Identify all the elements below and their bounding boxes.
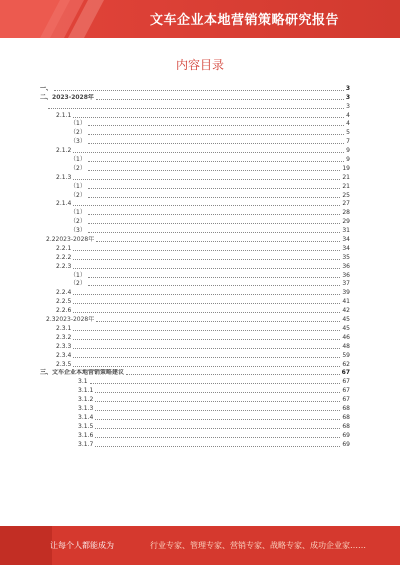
toc-leader-dots: [88, 188, 341, 189]
toc-leader-dots: [96, 241, 340, 242]
toc-leader-dots: [96, 321, 340, 322]
toc-leader-dots: [73, 294, 340, 295]
toc-leader-dots: [88, 223, 341, 224]
toc-title: 内容目录: [175, 58, 224, 72]
toc-entry-number: 3.1.2: [78, 396, 94, 404]
toc-entry-page: 7: [346, 138, 350, 146]
toc-entry-page: 5: [346, 129, 350, 137]
toc-leader-dots: [48, 108, 344, 109]
toc-entry-page: 4: [346, 120, 350, 128]
toc-entry-number: 3.1.5: [78, 422, 94, 430]
toc-entry[interactable]: [40, 200, 350, 209]
toc-entry-number: （2）: [70, 280, 86, 288]
toc-leader-dots: [73, 312, 340, 313]
toc-leader-dots: [126, 374, 340, 375]
toc-entry-number: （1）: [70, 209, 86, 217]
toc-entry-page: 67: [342, 396, 350, 404]
toc-entry-page: 31: [342, 227, 350, 235]
toc-leader-dots: [73, 348, 340, 349]
toc-leader-dots: [73, 330, 340, 331]
toc-entry-number: （3）: [70, 138, 86, 146]
toc-entry[interactable]: [40, 422, 350, 431]
toc-entry[interactable]: [40, 208, 350, 217]
report-header: [0, 0, 400, 38]
toc-leader-dots: [73, 268, 340, 269]
toc-leader-dots: [88, 143, 344, 144]
toc-entry-page: 67: [341, 369, 350, 377]
toc-entry-page: 25: [342, 191, 350, 199]
toc-entry-page: 62: [342, 360, 350, 368]
toc-entry-number: 三、: [40, 369, 53, 377]
toc-entry[interactable]: [40, 155, 350, 164]
toc-entry-number: 2.3.1: [56, 324, 72, 332]
toc-entry-number: 二、: [40, 93, 53, 101]
toc-entry[interactable]: [40, 369, 350, 378]
toc-entry-number: （1）: [70, 120, 86, 128]
toc-leader-dots: [73, 366, 340, 367]
toc-leader-dots: [73, 117, 344, 118]
toc-entry[interactable]: [40, 235, 350, 244]
toc-entry-page: 67: [342, 378, 350, 386]
toc-entry-page: 69: [342, 431, 350, 439]
toc-entry[interactable]: [40, 137, 350, 146]
footer-slogan: 让每个人都能成为: [50, 541, 114, 550]
toc-entry[interactable]: [40, 324, 350, 333]
toc-entry[interactable]: [40, 440, 350, 449]
toc-leader-dots: [73, 250, 340, 251]
toc-entry[interactable]: [40, 262, 350, 271]
toc-entry-page: 19: [342, 164, 350, 172]
toc-entry[interactable]: [40, 342, 350, 351]
toc-entry[interactable]: [40, 280, 350, 289]
toc-leader-dots: [95, 410, 340, 411]
toc-entry-number: 2.2.3: [56, 262, 72, 270]
toc-entry[interactable]: [40, 191, 350, 200]
toc-entry-page: 36: [342, 262, 350, 270]
toc-leader-dots: [88, 125, 344, 126]
toc-entry[interactable]: [40, 217, 350, 226]
toc-entry[interactable]: [40, 386, 350, 395]
toc-entry[interactable]: [40, 413, 350, 422]
toc-entry-number: 3.1.4: [78, 413, 94, 421]
toc-entry-page: 67: [342, 387, 350, 395]
toc-entry-page: 29: [342, 218, 350, 226]
toc-entry[interactable]: [40, 226, 350, 235]
toc-entry-page: 9: [346, 156, 350, 164]
toc-entry-number: 3.1.1: [78, 387, 94, 395]
toc-entry[interactable]: [40, 315, 350, 324]
toc-leader-dots: [88, 214, 341, 215]
toc-entry-page: 9: [346, 147, 350, 155]
toc-entry-number: 2.3: [46, 316, 56, 324]
toc-leader-dots: [88, 232, 341, 233]
toc-entry-number: 3.1.6: [78, 431, 94, 439]
toc-entry-page: 42: [342, 307, 350, 315]
toc-entry-page: 39: [342, 289, 350, 297]
toc-entry-page: 3: [345, 84, 350, 92]
toc-leader-dots: [90, 383, 341, 384]
toc-leader-dots: [95, 401, 340, 402]
toc-entry[interactable]: [40, 360, 350, 369]
toc-entry-page: 34: [342, 236, 350, 244]
toc-entry[interactable]: [40, 128, 350, 137]
toc-entry-page: 41: [342, 298, 350, 306]
toc-entry-page: 35: [342, 253, 350, 261]
toc-entry-number: 2.1.2: [56, 147, 72, 155]
toc-entry[interactable]: [40, 244, 350, 253]
toc-entry[interactable]: [40, 182, 350, 191]
toc-entry-page: 37: [342, 280, 350, 288]
toc-leader-dots: [73, 205, 340, 206]
toc-entry[interactable]: [40, 431, 350, 440]
toc-leader-dots: [73, 259, 340, 260]
toc-entry-title: 2023-2028年: [55, 236, 95, 244]
toc-entry-number: 2.3.3: [56, 342, 72, 350]
toc-entry[interactable]: [40, 93, 350, 102]
header-decoration-icon: [0, 0, 118, 38]
toc-entry-page: 69: [342, 440, 350, 448]
toc-entry[interactable]: [40, 253, 350, 262]
toc-entry-number: 2.3.2: [56, 333, 72, 341]
toc-leader-dots: [95, 392, 340, 393]
toc-entry[interactable]: [40, 395, 350, 404]
toc-entry[interactable]: [40, 377, 350, 386]
toc-leader-dots: [54, 90, 344, 91]
toc-entry-page: 34: [342, 244, 350, 252]
toc-entry-title: 文车企业本地营销策略建议: [52, 369, 125, 377]
toc-leader-dots: [88, 161, 344, 162]
toc-entry-number: 3.1: [78, 378, 88, 386]
toc-leader-dots: [73, 357, 340, 358]
toc-entry-page: 68: [342, 404, 350, 412]
toc-entry-page: 21: [342, 173, 350, 181]
toc-entry-page: 4: [346, 111, 350, 119]
toc-entry-number: 2.2.4: [56, 289, 72, 297]
toc-entry-page: 3: [346, 102, 350, 110]
toc-entry[interactable]: [40, 297, 350, 306]
toc-entry-number: （1）: [70, 182, 86, 190]
toc-leader-dots: [73, 303, 340, 304]
toc-entry[interactable]: [40, 164, 350, 173]
toc-entry-number: 2.1.4: [56, 200, 72, 208]
toc-leader-dots: [73, 179, 340, 180]
toc-entry-number: 2.2.6: [56, 307, 72, 315]
toc-entry-page: 3: [345, 93, 350, 101]
toc-entry-number: （1）: [70, 156, 86, 164]
toc-entry-number: （3）: [70, 227, 86, 235]
toc-entry-number: 3.1.3: [78, 404, 94, 412]
toc-leader-dots: [95, 446, 340, 447]
toc-entry-page: 68: [342, 422, 350, 430]
toc-entry-number: 一、: [40, 84, 53, 92]
toc-entry-number: 2.2.1: [56, 244, 72, 252]
toc-entry[interactable]: [40, 173, 350, 182]
toc-leader-dots: [88, 197, 341, 198]
toc-leader-dots: [88, 170, 341, 171]
report-footer: [0, 526, 400, 565]
toc-leader-dots: [95, 428, 340, 429]
toc-entry-number: 2.2.2: [56, 253, 72, 261]
toc-entry-page: 28: [342, 209, 350, 217]
toc-entry[interactable]: [40, 271, 350, 280]
toc-entry-page: 46: [342, 333, 350, 341]
toc-entry-number: 2.3.5: [56, 360, 72, 368]
toc-leader-dots: [73, 152, 344, 153]
toc-entry-page: 45: [342, 316, 350, 324]
toc-entry-page: 45: [342, 324, 350, 332]
toc-entry[interactable]: [40, 146, 350, 155]
footer-decoration: [0, 526, 52, 565]
toc-entry[interactable]: [40, 111, 350, 120]
toc-entry-number: 3.1.7: [78, 440, 94, 448]
toc-entry-number: （1）: [70, 271, 86, 279]
toc-entry-title: 2023-2028年: [52, 93, 94, 101]
toc-entry-number: 2.2: [46, 236, 56, 244]
toc-entry[interactable]: [40, 306, 350, 315]
table-of-contents: [40, 84, 350, 449]
toc-entry[interactable]: [40, 84, 350, 93]
toc-entry-page: 27: [342, 200, 350, 208]
toc-entry-page: 21: [342, 182, 350, 190]
toc-entry-page: 59: [342, 351, 350, 359]
toc-entry-page: 48: [342, 342, 350, 350]
toc-leader-dots: [88, 134, 344, 135]
toc-entry[interactable]: [40, 288, 350, 297]
toc-entry[interactable]: [40, 120, 350, 129]
toc-leader-dots: [73, 339, 340, 340]
toc-leader-dots: [96, 99, 344, 100]
toc-entry-number: 2.2.5: [56, 298, 72, 306]
toc-entry-number: 2.3.4: [56, 351, 72, 359]
toc-entry[interactable]: [40, 102, 350, 111]
toc-entry[interactable]: [40, 351, 350, 360]
toc-leader-dots: [95, 419, 340, 420]
toc-entry-number: （2）: [70, 164, 86, 172]
toc-entry-number: 2.1.3: [56, 173, 72, 181]
toc-entry-number: 2.1.1: [56, 111, 72, 119]
toc-entry-page: 36: [342, 271, 350, 279]
toc-leader-dots: [88, 277, 341, 278]
toc-leader-dots: [95, 437, 340, 438]
toc-entry[interactable]: [40, 333, 350, 342]
toc-leader-dots: [88, 285, 341, 286]
toc-entry[interactable]: [40, 404, 350, 413]
toc-entry-number: （2）: [70, 218, 86, 226]
footer-tagline: 行业专家、管理专家、营销专家、战略专家、成功企业家……: [150, 541, 366, 550]
toc-entry-number: （2）: [70, 129, 86, 137]
report-title: 文车企业本地营销策略研究报告: [150, 13, 340, 28]
toc-entry-number: （2）: [70, 191, 86, 199]
toc-entry-title: 2023-2028年: [55, 316, 95, 324]
toc-entry-page: 68: [342, 413, 350, 421]
